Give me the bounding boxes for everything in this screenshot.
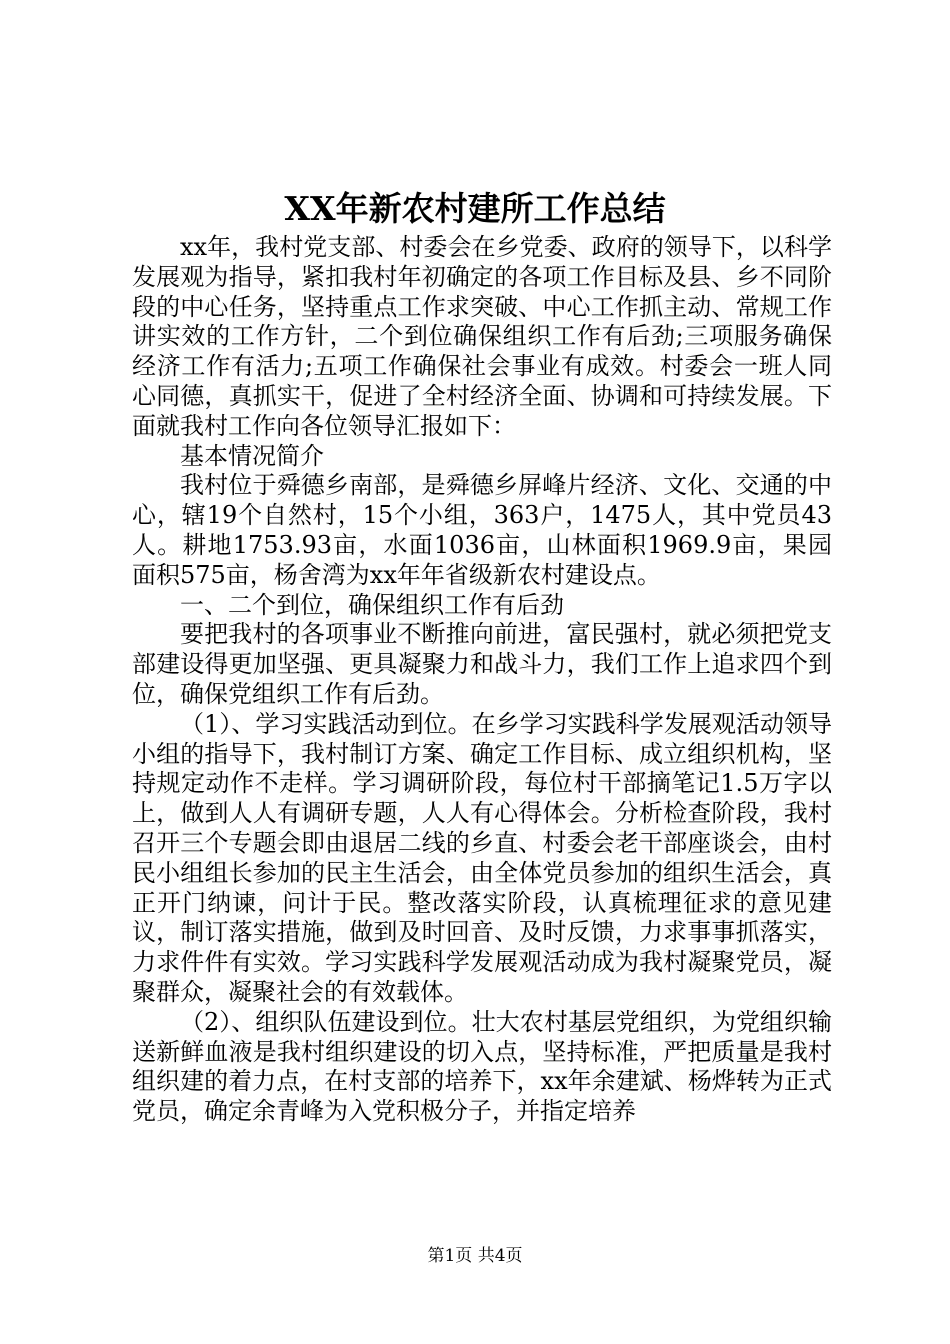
section-heading-one: 一、二个到位，确保组织工作有后劲 — [180, 590, 564, 619]
paragraph-basic-info: 我村位于舜德乡南部，是舜德乡屏峰片经济、文化、交通的中心，辖19个自然村，15个小组，363户，1475人，其中党员43人。耕地1753.93亩，水面1036亩，山林面积1969.9亩，果园面积575亩，杨舍湾为xx年年省级新农村建设点。 — [132, 471, 832, 589]
section-heading-basic-info: 基本情况简介 — [180, 441, 324, 470]
document-body — [132, 233, 832, 1127]
paragraph-item-1: （1）、学习实践活动到位。在乡学习实践科学发展观活动领导小组的指导下，我村制订方案、确定工作目标、成立组织机构，坚持规定动作不走样。学习调研阶段，每位村干部摘笔记1.5万字以上，做到人人有调研专题，人人有心得体会。分析检查阶段，我村召开三个专题会即由退居二线的乡直、村委会老干部座谈会，由村民小组组长参加的民主生活会，由全体党员参加的组织生活会，真正开门纳谏，问计于民。整改落实阶段，认真梳理征求的意见建议，制订落实措施，做到及时回音、及时反馈，力求事事抓落实，力求件件有实效。学习实践科学发展观活动成为我村凝聚党员，凝聚群众，凝聚社会的有效载体。 — [132, 709, 832, 1006]
paragraph-section-one: 要把我村的各项事业不断推向前进，富民强村，就必须把党支部建设得更加坚强、更具凝聚力和战斗力，我们工作上追求四个到位，确保党组织工作有后劲。 — [132, 620, 832, 708]
document-title: XX年新农村建所工作总结 — [284, 189, 666, 228]
page-footer: 第1页 共4页 — [427, 1246, 523, 1266]
paragraph-item-2: （2）、组织队伍建设到位。壮大农村基层党组织，为党组织输送新鲜血液是我村组织建设的切入点，坚持标准，严把质量是我村组织建的着力点，在村支部的培养下，xx年余建斌、杨烨转为正式党员，确定余青峰为入党积极分子，并指定培养 — [132, 1007, 832, 1126]
paragraph-intro: xx年，我村党支部、村委会在乡党委、政府的领导下，以科学发展观为指导，紧扣我村年初确定的各项工作目标及县、乡不同阶段的中心任务，坚持重点工作求突破、中心工作抓主动、常规工作讲实效的工作方针，二个到位确保组织工作有后劲;三项服务确保经济工作有活力;五项工作确保社会事业有成效。村委会一班人同心同德，真抓实干，促进了全村经济全面、协调和可持续发展。下面就我村工作向各位领导汇报如下： — [132, 233, 832, 440]
